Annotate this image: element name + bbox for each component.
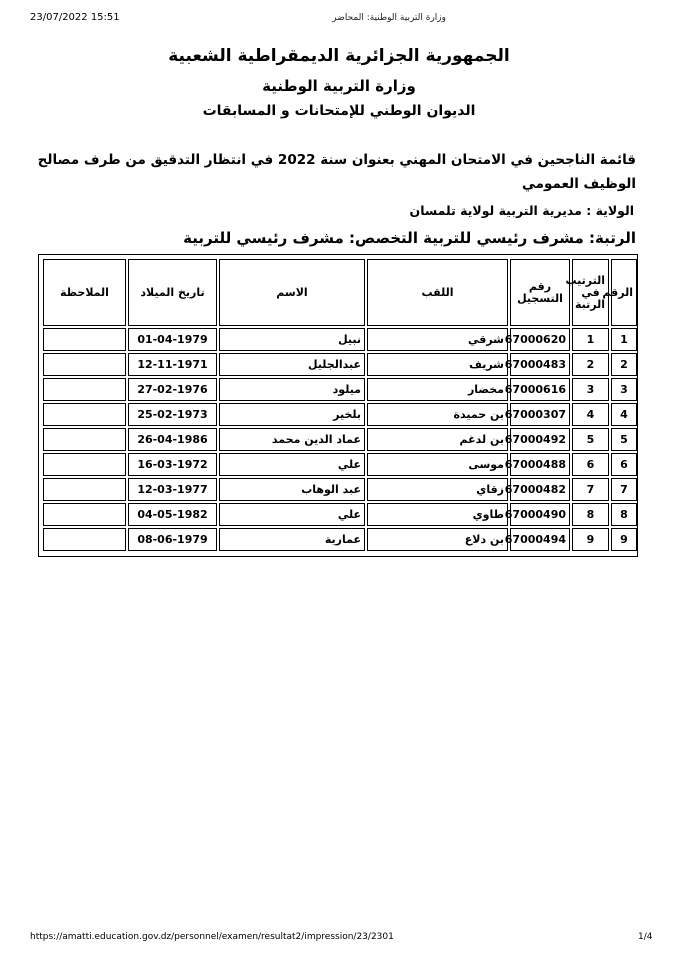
- cell-birth: 26-04-1986: [128, 428, 217, 451]
- cell-reg: 67000488: [510, 453, 570, 476]
- table-row: [43, 453, 637, 476]
- cell-num: 2: [611, 353, 637, 376]
- cell-name: عماد الدين محمد: [219, 428, 365, 451]
- cell-surname: طاوي: [367, 503, 508, 526]
- col-header-note: الملاحظة: [43, 259, 126, 326]
- cell-order: 6: [572, 453, 609, 476]
- cell-birth: 16-03-1972: [128, 453, 217, 476]
- cell-num: 3: [611, 378, 637, 401]
- table-row: [43, 503, 637, 526]
- cell-order: 9: [572, 528, 609, 551]
- cell-surname: موسى: [367, 453, 508, 476]
- print-date: 23/07/2022 15:51: [30, 12, 120, 23]
- results-table-frame: [38, 254, 638, 557]
- cell-order: 7: [572, 478, 609, 501]
- cell-num: 6: [611, 453, 637, 476]
- cell-surname: مخضار: [367, 378, 508, 401]
- cell-num: 9: [611, 528, 637, 551]
- cell-name: ميلود: [219, 378, 365, 401]
- print-doc-title: وزارة التربية الوطنية: المحاضر: [332, 13, 446, 23]
- cell-num: 8: [611, 503, 637, 526]
- cell-surname: شرقي: [367, 328, 508, 351]
- table-row: [43, 478, 637, 501]
- cell-order: 3: [572, 378, 609, 401]
- footer-page-number: 1/4: [638, 932, 653, 942]
- cell-name: علي: [219, 503, 365, 526]
- cell-num: 5: [611, 428, 637, 451]
- cell-note: [43, 353, 126, 376]
- cell-name: بلخير: [219, 403, 365, 426]
- cell-name: عبد الوهاب: [219, 478, 365, 501]
- col-header-reg: رقم التسجيل: [510, 259, 570, 326]
- cell-reg: 67000492: [510, 428, 570, 451]
- table-row: [43, 428, 637, 451]
- footer-url: https://amatti.education.gov.dz/personnel/examen/resultat2/impression/23/2301: [30, 932, 394, 942]
- col-header-num: الرقم: [611, 259, 637, 326]
- cell-name: عبدالجليل: [219, 353, 365, 376]
- office-title: الديوان الوطني للإمتحانات و المسابقات: [202, 103, 476, 119]
- cell-order: 2: [572, 353, 609, 376]
- cell-reg: 67000490: [510, 503, 570, 526]
- cell-birth: 04-05-1982: [128, 503, 217, 526]
- cell-num: 7: [611, 478, 637, 501]
- cell-birth: 25-02-1973: [128, 403, 217, 426]
- col-header-name: الاسم: [219, 259, 365, 326]
- cell-note: [43, 378, 126, 401]
- table-row: [43, 528, 637, 551]
- table-row: [43, 353, 637, 376]
- results-table: [41, 257, 639, 553]
- ministry-title: وزارة التربية الوطنية: [262, 77, 416, 95]
- cell-note: [43, 478, 126, 501]
- table-row: [43, 378, 637, 401]
- cell-order: 8: [572, 503, 609, 526]
- cell-reg: 67000483: [510, 353, 570, 376]
- cell-birth: 12-11-1971: [128, 353, 217, 376]
- cell-reg: 67000494: [510, 528, 570, 551]
- cell-birth: 12-03-1977: [128, 478, 217, 501]
- cell-birth: 27-02-1976: [128, 378, 217, 401]
- col-header-order: الترتيب في الرتبة: [572, 259, 609, 326]
- cell-reg: 67000482: [510, 478, 570, 501]
- cell-note: [43, 453, 126, 476]
- cell-order: 5: [572, 428, 609, 451]
- cell-note: [43, 403, 126, 426]
- table-header-row: [43, 259, 637, 326]
- list-title: قائمة الناجحين في الامتحان المهني بعنوان سنة 2022 في انتظار التدقيق من طرف مصالح الوظيف العمومي: [37, 152, 636, 192]
- cell-reg: 67000616: [510, 378, 570, 401]
- cell-surname: شريف: [367, 353, 508, 376]
- table-row: [43, 328, 637, 351]
- cell-surname: بن لدغم: [367, 428, 508, 451]
- cell-num: 4: [611, 403, 637, 426]
- republic-title: الجمهورية الجزائرية الديمقراطية الشعبية: [168, 46, 510, 66]
- cell-note: [43, 328, 126, 351]
- cell-reg: 67000620: [510, 328, 570, 351]
- cell-surname: بن دلاع: [367, 528, 508, 551]
- cell-note: [43, 528, 126, 551]
- cell-reg: 67000307: [510, 403, 570, 426]
- cell-name: علي: [219, 453, 365, 476]
- cell-order: 4: [572, 403, 609, 426]
- cell-note: [43, 503, 126, 526]
- rank-line: الرتبة: مشرف رئيسي للتربية التخصص: مشرف رئيسي للتربية: [183, 229, 636, 247]
- cell-birth: 08-06-1979: [128, 528, 217, 551]
- cell-birth: 01-04-1979: [128, 328, 217, 351]
- cell-surname: بن حميدة: [367, 403, 508, 426]
- cell-order: 1: [572, 328, 609, 351]
- wilaya-line: الولاية : مديرية التربية لولاية تلمسان: [409, 203, 634, 218]
- col-header-birth: تاريخ الميلاد: [128, 259, 217, 326]
- cell-num: 1: [611, 328, 637, 351]
- table-row: [43, 403, 637, 426]
- cell-name: عمارية: [219, 528, 365, 551]
- cell-surname: زقاي: [367, 478, 508, 501]
- cell-note: [43, 428, 126, 451]
- cell-name: نبيل: [219, 328, 365, 351]
- col-header-surname: اللقب: [367, 259, 508, 326]
